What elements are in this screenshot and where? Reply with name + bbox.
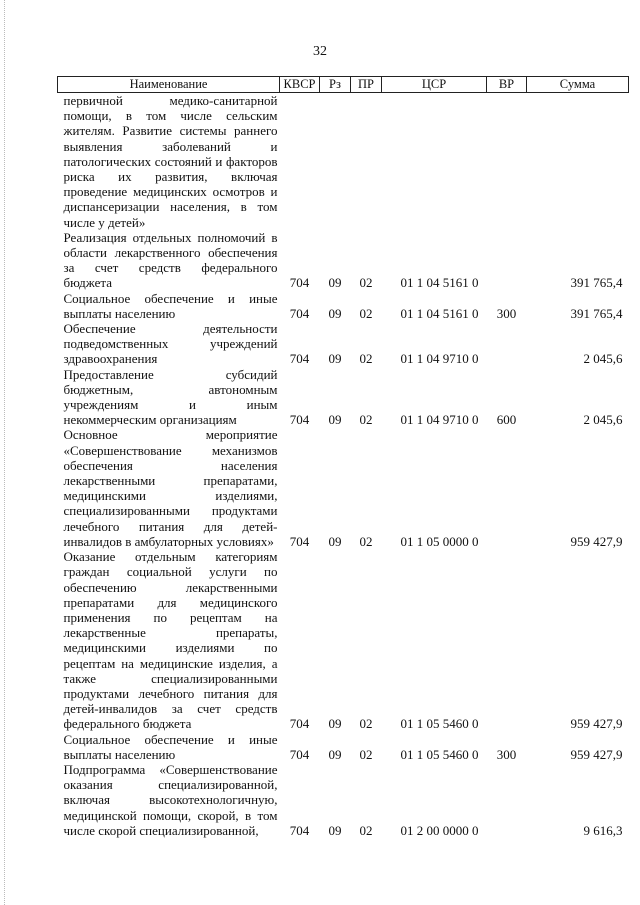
row-vr: 300 — [496, 305, 517, 321]
row-rz: 09 — [328, 412, 342, 428]
table-row — [58, 93, 629, 230]
row-sum: 959 427,9 — [570, 716, 623, 732]
row-vr: 300 — [496, 746, 517, 762]
row-pr: 02 — [359, 305, 373, 321]
row-vr: 600 — [496, 412, 517, 428]
row-pr: 02 — [359, 351, 373, 367]
row-name: Обеспечение деятельности подведомственных учреждений здравоохранения — [63, 321, 278, 367]
col-header-rz: Рз — [320, 77, 351, 93]
row-sum: 2 045,6 — [583, 412, 623, 428]
row-kvsr: 704 — [289, 351, 310, 367]
row-name: Социальное обеспечение и иные выплаты населению — [63, 731, 278, 762]
row-kvsr: 704 — [289, 412, 310, 428]
row-rz: 09 — [328, 305, 342, 321]
row-rz: 09 — [328, 716, 342, 732]
row-pr: 02 — [359, 716, 373, 732]
table-row — [58, 427, 629, 549]
row-csr: 01 1 04 5161 0 — [400, 305, 479, 321]
row-rz: 09 — [328, 533, 342, 549]
row-kvsr: 704 — [289, 716, 310, 732]
table-body — [58, 93, 629, 838]
row-pr — [351, 93, 382, 230]
row-vr — [487, 427, 527, 549]
row-name: Предоставление субсидий бюджетным, автономным учреждениям и иным некоммерческим организациям — [63, 366, 278, 428]
row-csr: 01 2 00 0000 0 — [400, 822, 479, 838]
row-rz: 09 — [328, 275, 342, 291]
row-csr: 01 1 05 5460 0 — [400, 746, 479, 762]
row-sum: 391 765,4 — [570, 305, 623, 321]
row-sum: 959 427,9 — [570, 533, 623, 549]
col-header-vr: ВР — [487, 77, 527, 93]
page-edge-marks — [4, 0, 7, 905]
row-pr: 02 — [359, 412, 373, 428]
row-name: Основное мероприятие «Совершенствование механизмов обеспечения населения лекарственными препаратами, медицинскими изделиями, специализированными продуктами лечебного питания для детей-инвалидов в амбулаторных условиях» — [63, 427, 278, 549]
row-vr — [487, 93, 527, 230]
row-kvsr: 704 — [289, 822, 310, 838]
page-number: 32 — [313, 44, 327, 59]
row-pr: 02 — [359, 533, 373, 549]
col-header-kvsr: КВСР — [280, 77, 320, 93]
row-kvsr: 704 — [289, 305, 310, 321]
col-header-pr: ПР — [351, 77, 382, 93]
row-rz: 09 — [328, 746, 342, 762]
table-row — [58, 549, 629, 731]
row-name: Подпрограмма «Совершенствование оказания специализированной, включая высокотехнологичную, медицинской помощи, скорой, в том числе скорой специализированной, — [63, 761, 278, 838]
table-row — [58, 230, 629, 291]
row-rz: 09 — [328, 822, 342, 838]
row-csr: 01 1 05 5460 0 — [400, 716, 479, 732]
budget-table — [57, 76, 629, 838]
table-row — [58, 367, 629, 428]
row-csr: 01 1 04 5161 0 — [400, 275, 479, 291]
row-kvsr: 704 — [289, 746, 310, 762]
col-header-sum: Сумма — [527, 77, 629, 93]
row-sum: 959 427,9 — [570, 746, 623, 762]
row-name: первичной медико-санитарной помощи, в том числе сельским жителям. Развитие системы раннего выявления заболеваний и патологических состояний и факторов риска их развития, включая проведение медицинских осмотров и диспансеризации населения, в том числе у детей» — [63, 93, 278, 230]
row-kvsr: 704 — [289, 533, 310, 549]
col-header-csr: ЦСР — [382, 77, 487, 93]
row-sum — [527, 93, 629, 230]
row-csr: 01 1 04 9710 0 — [400, 351, 479, 367]
row-vr — [487, 762, 527, 838]
table-row — [58, 762, 629, 838]
row-rz: 09 — [328, 351, 342, 367]
table-row — [58, 291, 629, 321]
row-pr: 02 — [359, 822, 373, 838]
row-name: Оказание отдельным категориям граждан социальной услуги по обеспечению лекарственными препаратами для медицинского применения по рецептам на лекарственные препараты, медицинскими изделиями по рецептам на медицинские изделия, а также специализированными продуктами лечебного питания для детей-инвалидов за счет средств федерального бюджета — [63, 549, 278, 732]
col-header-name: Наименование — [58, 77, 280, 93]
table-header-row — [58, 77, 629, 93]
row-rz — [320, 93, 351, 230]
row-csr: 01 1 05 0000 0 — [400, 533, 479, 549]
row-name: Социальное обеспечение и иные выплаты населению — [63, 290, 278, 321]
table-row — [58, 732, 629, 762]
row-pr: 02 — [359, 746, 373, 762]
row-csr: 01 1 04 9710 0 — [400, 412, 479, 428]
row-name: Реализация отдельных полномочий в области лекарственного обеспечения за счет средств федерального бюджета — [63, 229, 278, 291]
row-pr: 02 — [359, 275, 373, 291]
row-sum: 2 045,6 — [583, 351, 623, 367]
row-sum: 9 616,3 — [583, 822, 623, 838]
row-vr — [487, 549, 527, 731]
row-kvsr: 704 — [289, 275, 310, 291]
row-csr — [382, 93, 487, 230]
row-vr — [487, 230, 527, 291]
table-row — [58, 321, 629, 367]
row-vr — [487, 321, 527, 367]
row-sum: 391 765,4 — [570, 275, 623, 291]
row-kvsr — [280, 93, 320, 230]
